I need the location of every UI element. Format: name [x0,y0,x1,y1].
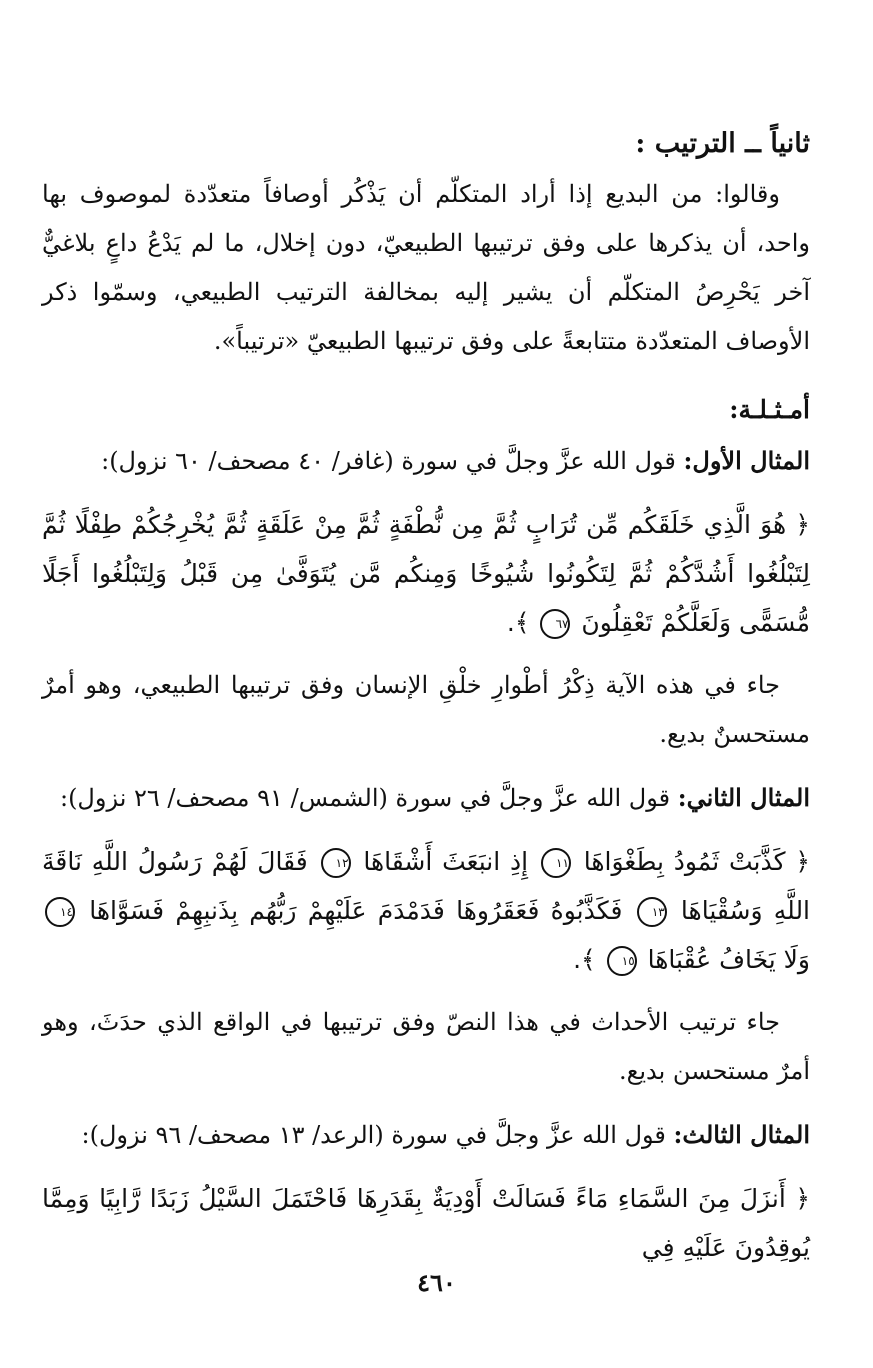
verse-segment: إِذِ انبَعَثَ أَشْقَاهَا [363,847,529,876]
example2-heading [42,773,810,823]
page-number: ٤٦٠ [417,1268,456,1297]
examples-heading: أمـثـلـة: [729,395,810,424]
example2-comment: جاء ترتيب الأحداث في هذا النصّ وفق ترتيبها في الواقع الذي حدَثَ، وهو أمرٌ مستحسن بديع. [42,1008,810,1085]
example2-label: المثال الثاني: [677,783,810,812]
example1-ref: قول الله عزَّ وجلَّ في سورة (غافر/ ٤٠ مصحف/ ٦٠ نزول): [101,447,676,475]
verse-open-bracket: ﴿ [795,1184,811,1213]
verse-open-bracket: ﴿ [795,510,810,539]
ayah-number-marker: ١٣ [637,897,667,927]
ayah-number-marker: ٦٧ [540,609,570,639]
example3-verse-text: أَنزَلَ مِنَ السَّمَاءِ مَاءً فَسَالَتْ أَوْدِيَةٌ بِقَدَرِهَا فَاحْتَمَلَ السَّيْلُ زَبَدًا رَّابِيًا وَمِمَّا يُوقِدُونَ عَلَيْهِ فِي [42,1184,810,1262]
example1-verse-text: هُوَ الَّذِي خَلَقَكُم مِّن تُرَابٍ ثُمَّ مِن نُّطْفَةٍ ثُمَّ مِنْ عَلَقَةٍ ثُمَّ يُخْرِجُكُمْ طِفْلًا ثُمَّ لِتَبْلُغُوا أَشُدَّكُمْ ثُمَّ لِتَكُونُوا شُيُوخًا وَمِنكُم مَّن يُتَوَفَّىٰ مِن قَبْلُ وَلِتَبْلُغُوا أَجَلًا مُّسَمًّى وَلَعَلَّكُمْ تَعْقِلُونَ [42,510,810,637]
example1-label: المثال الأول: [683,446,810,475]
example3-ref: قول الله عزَّ وجلَّ في سورة (الرعد/ ١٣ مصحف/ ٩٦ نزول): [81,1121,666,1149]
verse-close-bracket: ﴾. [506,608,530,637]
section-title: ثانياً ــ الترتيب : [635,128,810,159]
example3-heading [42,1110,810,1160]
verse-segment: فَكَذَّبُوهُ فَعَقَرُوهَا فَدَمْدَمَ عَلَيْهِمْ رَبُّهُم بِذَنبِهِمْ فَسَوَّاهَا [89,896,623,925]
verse-open-bracket: ﴿ [795,847,811,876]
ayah-number-marker: ١٤ [45,897,75,927]
example1-comment: جاء في هذه الآية ذِكْرُ أطْوارِ خلْقِ الإنسان وفق ترتيبها الطبيعي، وهو أمرٌ مستحسنٌ بديع. [42,671,810,748]
example3-label: المثال الثالث: [673,1120,810,1149]
ayah-number-marker: ١٢ [321,848,351,878]
example1-verse [42,500,810,647]
verse-segment: وَلَا يَخَافُ عُقْبَاهَا [647,945,810,974]
example2-verse [42,837,810,984]
intro-paragraph: وقالوا: من البديع إذا أراد المتكلّم أن يَذْكُر أوصافاً متعدّدة لموصوف بها واحد، أن يذكرها على وفق ترتيبها الطبيعيّ، دون إخلال، ما لم يَدْعُ داعٍ بلاغيٌّ آخر يَحْرِصُ المتكلّم أن يشير إليه بمخالفة الترتيب الطبيعي، وسمّوا ذكر الأوصاف المتعدّدة متتابعةً على وفق ترتيبها الطبيعيّ «ترتيباً». [42,180,810,355]
verse-segment: فَقَالَ لَهُمْ رَسُولُ اللَّهِ نَاقَةَ اللَّهِ وَسُقْيَاهَا [42,847,811,925]
example1-heading [42,436,810,486]
ayah-number-marker: ١١ [541,848,571,878]
example2-ref: قول الله عزَّ وجلَّ في سورة (الشمس/ ٩١ مصحف/ ٢٦ نزول): [59,784,671,812]
ayah-number-marker: ١٥ [607,946,637,976]
page-content [42,118,810,1272]
verse-segment: كَذَّبَتْ ثَمُودُ بِطَغْوَاهَا [583,847,786,876]
example3-verse [42,1174,810,1272]
verse-close-bracket: ﴾. [573,945,596,974]
